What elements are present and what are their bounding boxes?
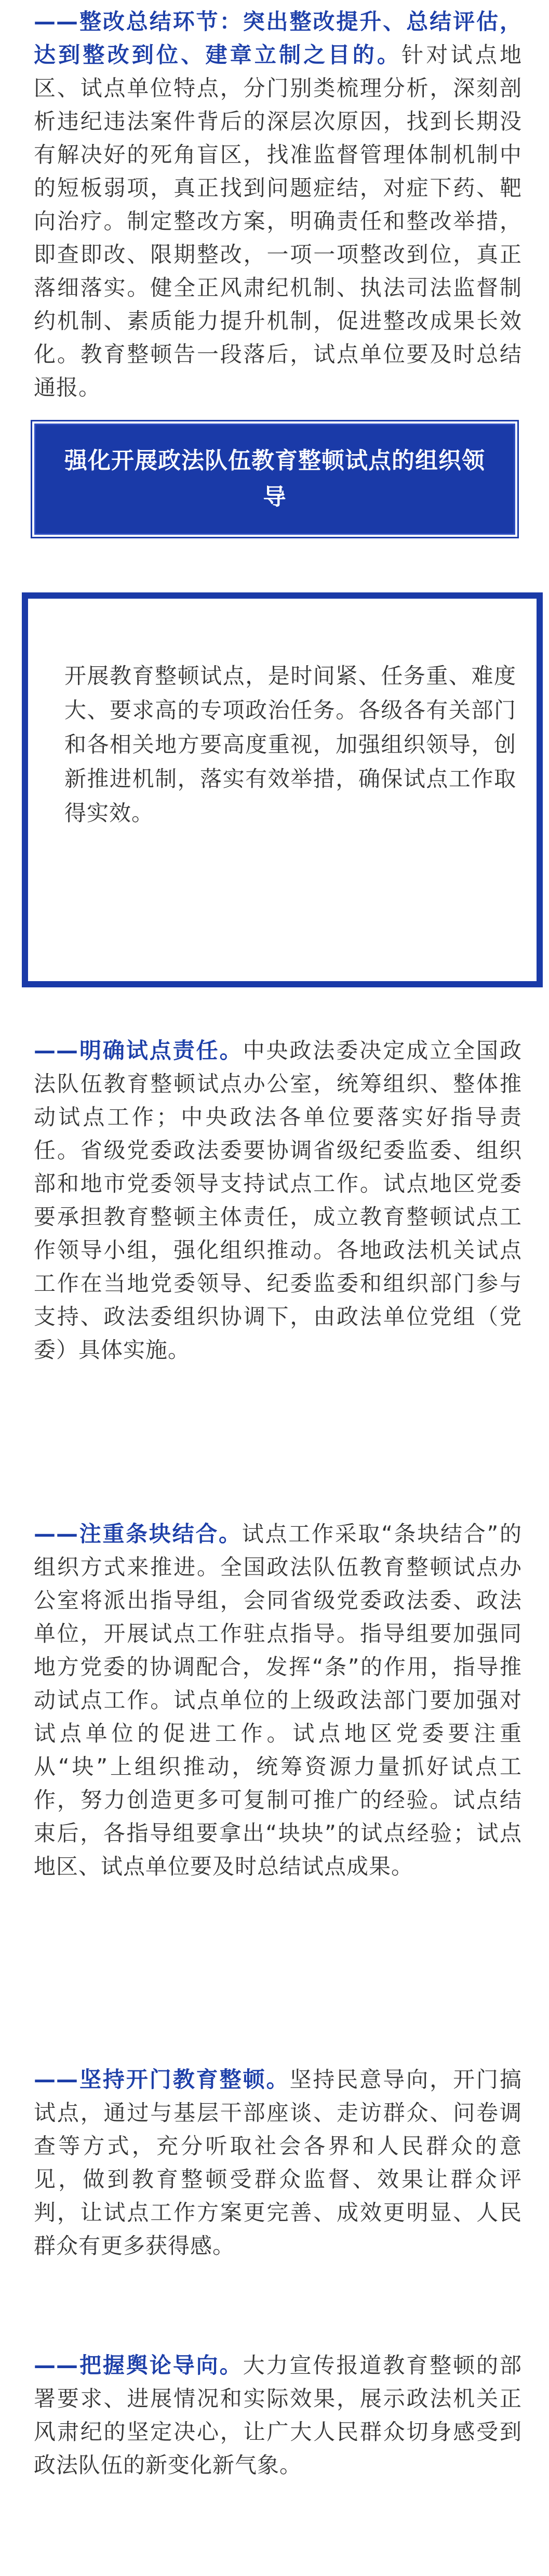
section-body: 中央政法委决定成立全国政法队伍教育整顿试点办公室，统筹组织、整体推动试点工作；中央政法各单位要落实好指导责任。省级党委政法委要协调省级纪委监委、组织部和地市党委领导支持试点工作。试点地区党委要承担教育整顿主体责任，成立教育整顿试点工作领导小组，强化组织推动。各地政法机关试点工作在当地党委领导、纪委监委和组织部门参与支持、政法委组织协调下，由政法单位党组（党委）具体实施。 bbox=[34, 1038, 522, 1363]
section-lead: ——把握舆论导向。 bbox=[34, 2353, 243, 2378]
section-heading: 强化开展政法队伍教育整顿试点的组织领导 bbox=[64, 447, 485, 510]
summary-text: 开展教育整顿试点，是时间紧、任务重、难度大、要求高的专项政治任务。各级各有关部门和各相关地方要高度重视，加强组织领导，创新推进机制，落实有效举措，确保试点工作取得实效。 bbox=[64, 663, 516, 826]
section-body: 坚持民意导向，开门搞试点，通过与基层干部座谈、走访群众、问卷调查等方式，充分听取社会各界和人民群众的意见，做到教育整顿受群众监督、效果让群众评判，让试点工作方案更完善、成效更明显、人民群众有更多获得感。 bbox=[34, 2067, 522, 2258]
intro-paragraph bbox=[34, 5, 522, 404]
section-paragraph-responsibility bbox=[34, 1034, 522, 1367]
section-paragraph-coordination bbox=[34, 1517, 522, 1883]
section-body: 试点工作采取“条块结合”的组织方式来推进。全国政法队伍教育整顿试点办公室将派出指导组，会同省级党委政法委、政法单位，开展试点工作驻点指导。指导组要加强同地方党委的协调配合，发挥“条”的作用，指导推动试点工作。试点单位的上级政法部门要加强对试点单位的促进工作。试点地区党委要注重从“块”上组织推动，统筹资源力量抓好试点工作，努力创造更多可复制可推广的经验。试点结束后，各指导组要拿出“块块”的试点经验；试点地区、试点单位要及时总结试点成果。 bbox=[34, 1521, 522, 1879]
section-heading-box bbox=[34, 424, 515, 535]
section-lead: ——坚持开门教育整顿。 bbox=[34, 2067, 290, 2092]
section-lead: ——明确试点责任。 bbox=[34, 1038, 243, 1063]
section-body: 大力宣传报道教育整顿的部署要求、进展情况和实际效果，展示政法机关正风肃纪的坚定决心，让广大人民群众切身感受到政法队伍的新变化新气象。 bbox=[34, 2353, 522, 2478]
intro-paragraph-lead: ——整改总结环节：突出整改提升、总结评估，达到整改到位、建章立制之目的。 bbox=[34, 9, 522, 68]
intro-paragraph-body: 针对试点地区、试点单位特点，分门别类梳理分析，深刻剖析违纪违法案件背后的深层次原因，找到长期没有解决好的死角盲区，找准监督管理体制机制中的短板弱项，真正找到问题症结，对症下药、靶向治疗。制定整改方案，明确责任和整改举措，即查即改、限期整改，一项一项整改到位，真正落细落实。健全正风肃纪机制、执法司法监督制约机制、素质能力提升机制，促进整改成果长效化。教育整顿告一段落后，试点单位要及时总结通报。 bbox=[34, 42, 522, 400]
section-paragraph-open-rectification bbox=[34, 2063, 522, 2263]
section-lead: ——注重条块结合。 bbox=[34, 1521, 242, 1547]
section-paragraph-public-opinion bbox=[34, 2349, 522, 2482]
summary-box bbox=[22, 592, 543, 987]
